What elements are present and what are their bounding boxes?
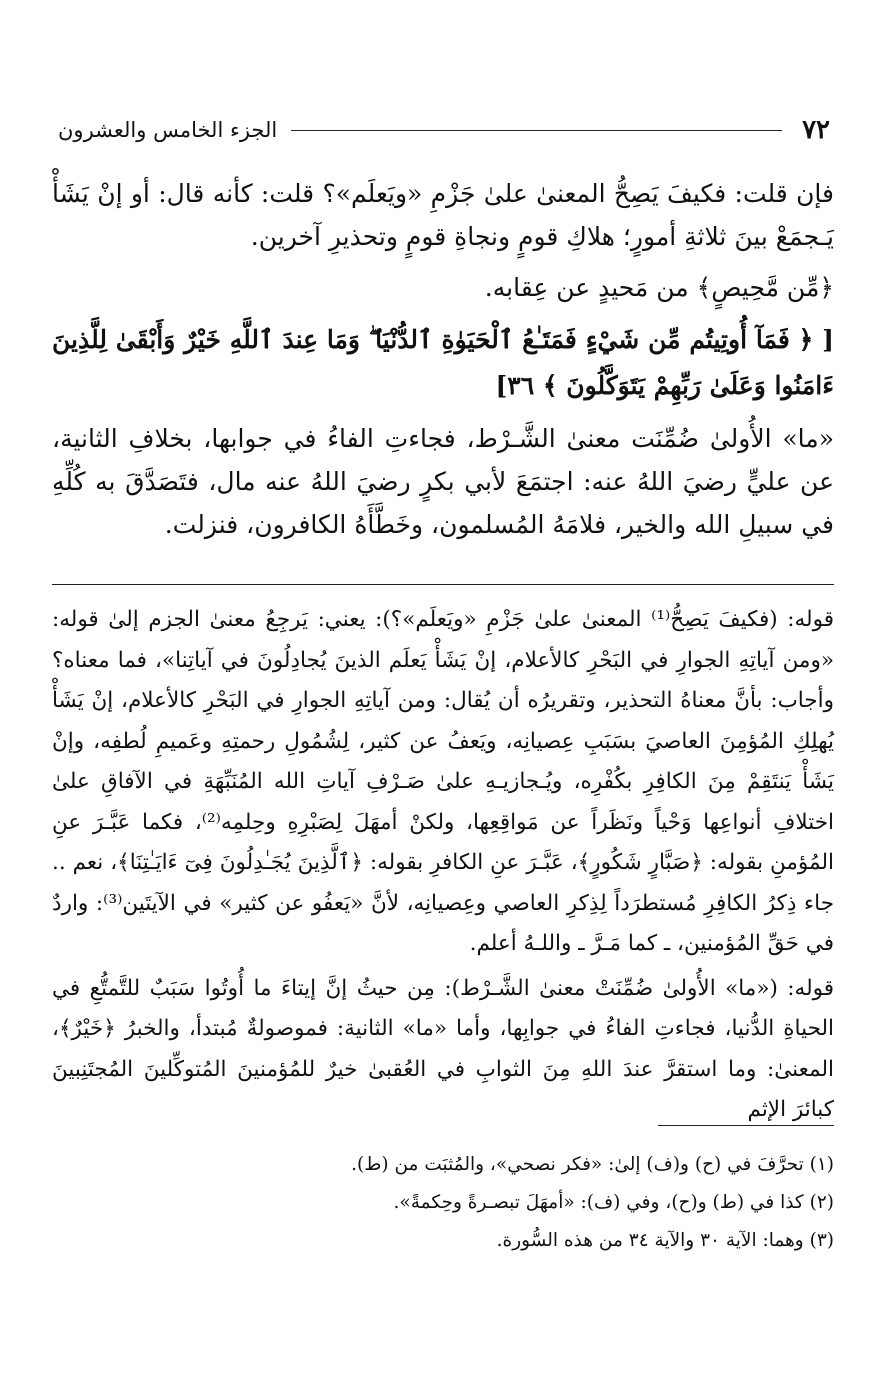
running-title: الجزء الخامس والعشرون	[58, 118, 278, 142]
commentary-divider	[52, 584, 834, 585]
footnote-2: (٢) كذا في (ط) و(ح)، وفي (ف): «أمهَلَ تبصـرةً وحِكمةً».	[393, 1192, 834, 1213]
page-number: ٧٢	[802, 115, 830, 145]
main-paragraph-question: فإن قلت: فكيفَ يَصِحُّ المعنىٰ علىٰ جَزْمِ «ويَعلَم»؟ قلت: كأنه قال: أو إنْ يَشَأْ يَـجمَعْ بينَ ثلاثةِ أمورٍ؛ هلاكِ قومٍ ونجاةِ قومٍ وتحذيرِ آخرين.	[52, 179, 834, 251]
quran-verse-36: [ ﴿ فَمَآ أُوتِيتُم مِّن شَيْءٍ فَمَتَـٰعُ ٱلْحَيَوٰةِ ٱلدُّنْيَا ۖ وَمَا عِندَ ٱللَّهِ خَيْرٌ وَأَبْقَىٰ لِلَّذِينَ ءَامَنُوا وَعَلَىٰ رَبِّهِمْ يَتَوَكَّلُونَ ﴾ ٣٦]	[52, 325, 834, 400]
header-rule	[291, 130, 782, 131]
footnote-1: (١) تحرَّفَ في (ح) و(ف) إلىٰ: «فكر نصحي»، والمُثبَت من (ط).	[351, 1154, 834, 1175]
footnotes	[100, 1146, 834, 1260]
main-paragraph-mahis: ﴿مِّن مَّحِيصٍ﴾ من مَحيدٍ عن عِقابه.	[484, 273, 834, 302]
page-header	[58, 108, 830, 152]
main-paragraph-ma-sharti: «ما» الأُولىٰ ضُمِّنَت معنىٰ الشَّـرْط، فجاءتِ الفاءُ في جوابها، بخلافِ الثانية، عن عليٍّ رضيَ اللهُ عنه: اجتمَعَ لأبي بكرٍ رضيَ اللهُ عنه مال، فتَصَدَّقَ به كُلِّهِ في سبيلِ الله والخير، فلامَهُ المُسلمون، وخَطَّأَهُ الكافرون، فنزلت.	[52, 424, 834, 539]
commentary-text	[52, 600, 834, 1131]
footnote-rule	[658, 1125, 834, 1126]
commentary-paragraph-1: قوله: (فكيفَ يَصِحُّ⁽¹⁾ المعنىٰ علىٰ جَزْمِ «ويَعلَم»؟): يعني: يَرجِعُ معنىٰ الجزم إلىٰ قوله: «ومن آياتِهِ الجوارِ في البَحْرِ كالأعلام، إنْ يَشَأْ يَعلَم الذينَ يُجادِلُونَ في آياتِنا»، فما معناه؟ وأجاب: بأنَّ معناهُ التحذير، وتقريرُه أن يُقال: ومن آياتِهِ الجوارِ في البَحْرِ كالأعلام، إنْ يَشَأْ يُهلِكِ المُؤمِنَ العاصيَ بسَبَبِ عِصيانِه، ويَعفُ عن كثير، لِشُمُولِ رحمتِهِ وعَميمِ لُطفِه، وإنْ يَشَأْ يَنتَقِمْ مِنَ الكافِرِ بكُفْرِه، ويُـجازيـهِ علىٰ صَـرْفِ آياتِ الله المُنَبِّهَةِ في الآفاقِ علىٰ اختلافِ أنواعِها وَحْياً ونَظَراً عن مَواقِعِها، ولكنْ أمهَلَ لِصَبْرِهِ وحِلمِه⁽²⁾، فكما عَبَّـرَ عنِ المُؤمنِ بقوله: ﴿صَبَّارٍ شَكُورٍ﴾، عَبَّـرَ عنِ الكافرِ بقوله: ﴿ٱلَّذِينَ يُجَـٰدِلُونَ فِىٓ ءَايَـٰتِنَا﴾، نعم .. جاء ذِكرُ الكافِرِ مُستطرَداً لِذِكرِ العاصي وعِصيانِه، لأنَّ «يَعفُو عن كثير» في الآيتَين⁽³⁾: واردٌ في حَقِّ المُؤمنين، ـ كما مَـرَّ ـ واللـهُ أعلم.	[52, 607, 834, 956]
commentary-paragraph-2: قوله: («ما» الأُولىٰ ضُمِّنَتْ معنىٰ الشَّـرْط): مِن حيثُ إنَّ إيتاءَ ما أُوتُوا سَبَبٌ للتَّمتُّعِ في الحياةِ الدُّنيا، فجاءتِ الفاءُ في جوابِها، وأما «ما» الثانية: فموصولةٌ مُبتدأ، والخبرُ ﴿خَيْرٌ﴾، المعنىٰ: وما استقرَّ عندَ اللهِ مِنَ الثوابِ في العُقبىٰ خيرٌ للمُؤمنينَ المُتوكِّلينَ المُجتَنِبينَ كبائرَ الإثم	[52, 975, 834, 1122]
main-text	[52, 172, 834, 554]
footnote-3: (٣) وهما: الآية ٣٠ والآية ٣٤ من هذه السُّورة.	[496, 1230, 834, 1251]
